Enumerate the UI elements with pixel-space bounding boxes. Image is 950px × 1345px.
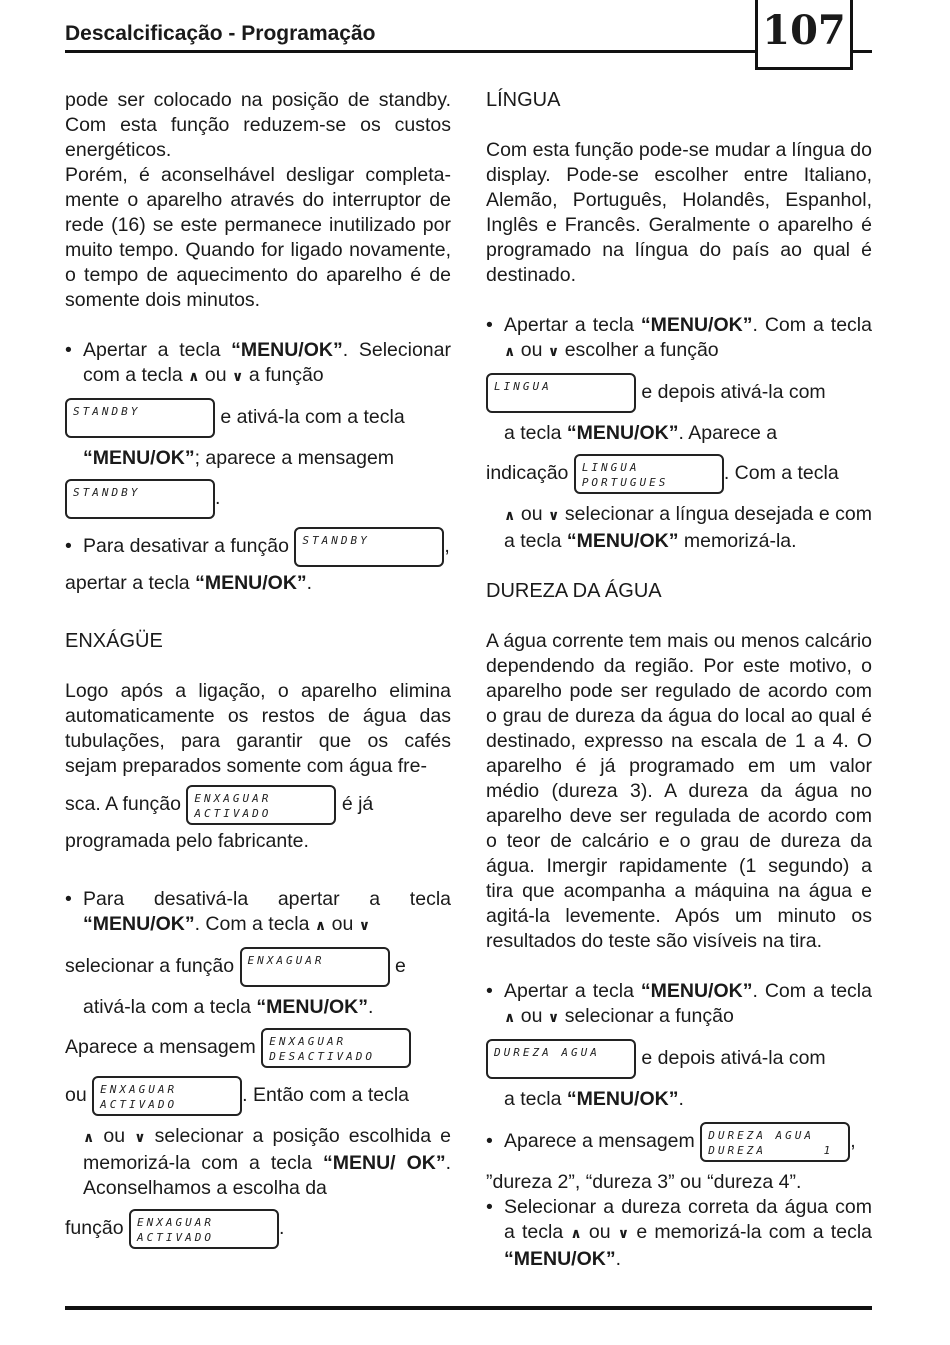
text: . Com a tecla (752, 314, 872, 336)
key-label: “MENU/OK” (566, 422, 679, 444)
up-arrow-icon: ∧ (314, 918, 327, 934)
text: selecionar a função (65, 955, 240, 978)
text: é já (336, 793, 374, 816)
lcd-display: ENXAGUAR (240, 947, 390, 987)
up-arrow-icon: ∧ (504, 1010, 516, 1026)
list-item (486, 1122, 872, 1195)
down-arrow-icon: ∨ (134, 1130, 146, 1146)
text: ou (326, 913, 359, 935)
section-heading: DUREZA DA ÁGUA (486, 580, 662, 602)
down-arrow-icon: ∨ (232, 369, 244, 385)
text: Aparece a mensagem (504, 1130, 701, 1153)
text: escolher a função (559, 339, 719, 361)
text: Apertar a tecla (504, 980, 641, 1002)
text: ; aparece a mensagem (194, 447, 395, 469)
text: e ativá-la com a tecla (215, 406, 405, 429)
key-label: “MENU/OK” (504, 1248, 616, 1270)
key-label: “MENU/OK” (256, 996, 368, 1018)
bullet: • (486, 1196, 493, 1218)
text: . Aconselhamos a escolha da (83, 1152, 451, 1199)
up-arrow-icon: ∧ (83, 1130, 95, 1146)
text: . Aparece a (678, 422, 778, 444)
section-heading: LÍNGUA (486, 89, 561, 111)
lcd-display: ENXAGUAR DESACTIVADO (261, 1028, 411, 1068)
text: apertar a tecla (65, 572, 196, 594)
paragraph: A água corrente tem mais ou menos calcário dependendo da região. Por este motivo, o aparelho pode ser regulado de acordo com o grau de dureza da água do local ao qual é destinado, expresso na escala de 1 a 4. O aparelho é já programado em um valor médio (dureza 3). A dureza da água no aparelho deve ser regulada de acordo com o teor de calcário e o grau de dureza da água. Imergir rapidamente (1 segundo) a tira que acompanha a máquina na água e agitá-la levemente. Após um minuto os resultados do teste são visíveis na tira. (486, 630, 872, 952)
up-arrow-icon: ∧ (504, 344, 516, 360)
text: ou (65, 1084, 93, 1107)
text: selecionar a posição escolhida e memorizá-la com a tecla (83, 1125, 452, 1174)
down-arrow-icon: ∨ (547, 1010, 560, 1026)
text: . Com a tecla (752, 980, 872, 1002)
list-item (486, 313, 872, 554)
text: ou (515, 1005, 548, 1027)
lcd-display: STANDBY (294, 527, 444, 567)
text: Selecionar a dureza correta da água com a tecla (504, 1196, 872, 1243)
text: a função (243, 364, 324, 386)
text: e depois ativá-la com (636, 1047, 826, 1070)
lcd-display: DUREZA AGUA DUREZA 1 (700, 1122, 850, 1162)
list-item (486, 1195, 872, 1272)
text: . Com a tecla (194, 913, 315, 935)
paragraph: Porém, é aconselhável desligar completa-mente o aparelho através do interruptor de rede (16) se este permanece inutilizado por muito tempo. Quando for ligado novamente, o tempo de aquecimento do aparelho é de somente dois minutos. (65, 164, 451, 311)
bullet: • (486, 980, 493, 1002)
text: a tecla (504, 422, 567, 444)
bullet: • (486, 314, 493, 336)
bullet: • (65, 535, 72, 558)
text: , (444, 535, 450, 558)
text: e memorizá-la com a tecla (629, 1221, 872, 1243)
key-label: “MENU/ OK” (323, 1152, 446, 1174)
text: ativá-la com a tecla (83, 996, 257, 1018)
lcd-display: LINGUA (486, 373, 636, 413)
text: . (278, 1217, 285, 1240)
text: ”dureza 2”, “dureza 3” ou “dureza 4”. (486, 1171, 802, 1193)
text: a tecla (504, 1088, 567, 1110)
key-label: “MENU/OK” (566, 1088, 679, 1110)
text: Apertar a tecla (504, 314, 641, 336)
footer-rule (65, 1306, 872, 1310)
bullet: • (65, 888, 72, 910)
header-rule (65, 50, 872, 53)
paragraph: Com esta função pode-se mudar a língua do display. Pode-se escolher entre Italiano, Alemão, Português, Holandês, Espanhol, Inglês e Francês. Geralmente o aparelho é programado na língua do país ao qual é destinado. (486, 139, 872, 286)
text: ou (199, 364, 233, 386)
text: . (678, 1088, 684, 1110)
text: , (850, 1130, 856, 1153)
list-item (65, 527, 451, 596)
text: . (368, 996, 374, 1018)
key-label: “MENU/OK” (566, 530, 679, 552)
text: programada pelo fabricante. (65, 830, 309, 852)
bullet: • (486, 1130, 493, 1153)
paragraph: Logo após a ligação, o aparelho elimina automaticamente os restos de água das tubulações, para garantir que os cafés sejam preparados somente com água fre- (65, 680, 451, 777)
text: indicação (486, 462, 574, 485)
text: . (306, 572, 313, 594)
lcd-display: LINGUA PORTUGUES (574, 454, 724, 494)
key-label: “MENU/OK” (83, 913, 195, 935)
list-item (65, 338, 451, 519)
text: memorizá-la. (678, 530, 797, 552)
down-arrow-icon: ∨ (358, 918, 371, 934)
right-column (486, 88, 872, 1272)
text: . (615, 1248, 622, 1270)
down-arrow-icon: ∨ (548, 508, 560, 524)
key-label: “MENU/OK” (231, 339, 343, 361)
text: e depois ativá-la com (636, 381, 826, 404)
key-label: “MENU/OK” (640, 980, 753, 1002)
list-item (486, 979, 872, 1112)
lcd-display: ENXAGUAR ACTIVADO (186, 785, 336, 825)
bullet: • (65, 339, 72, 361)
text: Aparece a mensagem (65, 1036, 262, 1059)
lcd-display: STANDBY (65, 479, 215, 519)
down-arrow-icon: ∨ (547, 344, 560, 360)
text: ou (515, 339, 548, 361)
lcd-display: ENXAGUAR ACTIVADO (92, 1076, 242, 1116)
key-label: “MENU/OK” (195, 572, 307, 594)
text: Apertar a tecla (83, 339, 232, 361)
text: ou (515, 503, 549, 525)
page-number: 107 (755, 0, 853, 70)
text: selecionar a função (559, 1005, 734, 1027)
key-label: “MENU/OK” (640, 314, 753, 336)
text: selecionar a língua desejada e com a tecla (504, 503, 872, 552)
up-arrow-icon: ∧ (188, 369, 200, 385)
lcd-display: STANDBY (65, 398, 215, 438)
lcd-display: ENXAGUAR ACTIVADO (129, 1209, 279, 1249)
text: . Com a tecla (723, 462, 839, 485)
key-label: “MENU/OK” (83, 447, 195, 469)
left-column (65, 88, 451, 1257)
text: . (215, 487, 221, 510)
text: sca. A função (65, 793, 187, 816)
text: . Selecionar com a tecla (83, 339, 451, 386)
text: Para desativá-la apertar a tecla (83, 888, 451, 910)
up-arrow-icon: ∧ (504, 508, 516, 524)
text: ou (581, 1221, 618, 1243)
text: . Então com a tecla (242, 1084, 410, 1107)
text: função (65, 1217, 129, 1240)
text: e (389, 955, 406, 978)
page-header-title: Descalcificação - Programação (65, 22, 376, 45)
text: ou (94, 1125, 135, 1147)
down-arrow-icon: ∨ (617, 1226, 630, 1242)
text: Para desativar a função (83, 535, 295, 558)
up-arrow-icon: ∧ (570, 1226, 582, 1242)
lcd-display: DUREZA AGUA (486, 1039, 636, 1079)
list-item (65, 887, 451, 1249)
section-heading: ENXÁGÜE (65, 630, 163, 652)
paragraph: pode ser colocado na posição de standby. Com esta função reduzem-se os custos energéticos. (65, 89, 451, 161)
paragraph (65, 785, 451, 854)
